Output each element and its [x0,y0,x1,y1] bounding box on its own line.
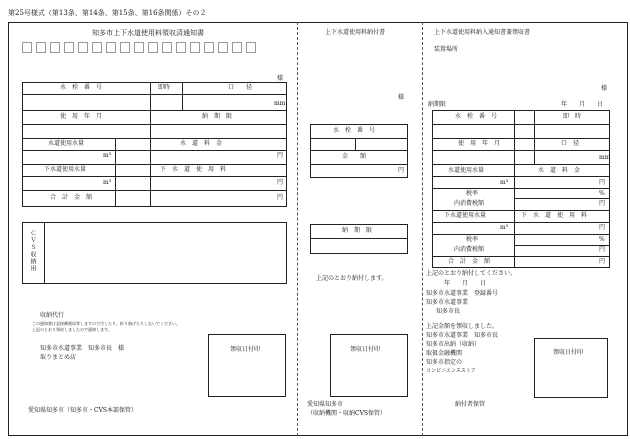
note-2: 上記のとおり領収しましたので通知します。 [32,327,112,332]
right-yen-4: 円 [599,246,606,253]
cvs-box [22,222,287,284]
right-yen-3: 円 [599,224,606,231]
left-stamp-box [208,334,286,397]
right-pct-2: % [599,236,605,243]
right-water-fee-label: 水 道 料 金 [538,167,581,174]
right-mayor: 知多市長 [436,308,461,315]
right-water-business: 知多市水道事業 登録番号 [426,290,499,297]
right-bore-label: 口 径 [561,140,580,147]
right-location-label: 装置場所 [434,46,459,53]
left-yen-1: 円 [277,152,284,159]
office-name: 知多市水道事業 知多市長 様 [40,345,125,352]
middle-sama: 様 [398,94,405,101]
middle-amount-label: 金 額 [342,153,367,160]
left-m3-unit-2: m³ [103,179,112,186]
right-pay-request: 上記のとおり納付してください。 [426,270,517,277]
left-water-fee-label: 水 道 料 金 [180,140,223,147]
middle-footer-1: 愛知県知多市 [307,401,344,408]
left-sewer-usage-label: 下水道使用水量 [44,166,87,173]
right-m3-unit-1: m³ [500,179,509,186]
right-tax-rate-1: 税率 [466,190,479,197]
perforation-2 [422,22,423,436]
right-sokunou-label: 即 時 [563,113,582,120]
right-rec-5: コンビニエンスストア [426,368,476,374]
right-tax-rate-2: 税率 [466,236,479,243]
right-sama: 様 [601,85,608,92]
right-due-label: 納期限 [428,101,447,108]
right-yen-2: 円 [599,200,606,207]
right-title: 上下水道使用料納入通知書兼領収書 [434,29,531,36]
note-1: この通知書は直接郵便局等しますので汚したり、折り曲げたりしないでください。 [32,321,180,326]
left-water-usage-label: 水道使用水量 [48,140,85,147]
left-usage-month-label: 使 用 年 月 [60,113,103,120]
form-number: 第25号様式（第13条、第14条、第15条、第16条関係）その２ [8,9,207,17]
right-yen-1: 円 [599,179,606,186]
right-sewer-fee-label: 下 水 道 使 用 料 [521,212,588,219]
left-yen-2: 円 [277,179,284,186]
right-rec-1: 知多市水道事業 知多市長 [426,332,499,339]
right-stamp-box [534,338,608,398]
right-tax-incl-2: 内消費税額 [454,246,485,253]
right-date: 年 月 日 [444,280,487,287]
right-water-usage-label: 水道使用水量 [448,167,485,174]
left-footer: 愛知県知多市（知多市・CVS本部保管） [28,407,138,414]
right-usage-month-label: 使 用 年 月 [458,140,501,147]
right-total-label: 合 計 金 額 [448,258,491,265]
right-tax-incl-1: 内消費税額 [454,200,485,207]
left-sama: 様 [277,75,284,82]
right-mm-unit: mm [599,154,611,161]
right-received: 上記金額を領収しました。 [426,323,499,330]
perforation-1 [297,22,298,436]
middle-due-label: 納 期 限 [342,227,373,234]
middle-footer-2: （収納機関・収納CVS保管） [307,410,387,417]
right-sewer-usage-label: 下水道使用水量 [444,212,487,219]
cvs-label: ＣＶＳ収納用 [29,230,36,272]
right-stamp-label: 領収日付印 [553,349,584,356]
middle-title: 上下水道使用料納付書 [325,29,386,36]
left-title: 知多市上下水道使用料領収済通知書 [92,29,204,37]
right-rec-3: 取扱金融機関 [426,350,463,357]
middle-stamp-box [330,334,408,397]
right-water-business-2: 知多市水道事業 [426,299,469,306]
left-sokunou-label: 即時 [158,84,171,91]
id-boxes [22,42,260,55]
right-footer: 納付者保管 [455,401,486,408]
left-yen-3: 円 [277,194,284,201]
office-name-2: 取りまとめ店 [40,354,77,361]
left-due-label: 納 期 限 [202,113,233,120]
left-bore-label: 口 径 [228,84,253,91]
right-pct-1: % [599,190,605,197]
middle-paid-text: 上記のとおり納付します。 [316,275,388,282]
left-mm-unit: mm [274,100,286,107]
left-meter-label: 水 栓 番 号 [60,84,103,91]
right-meter-label: 水 栓 番 号 [455,113,498,120]
right-rec-2: 知多市出納（収納） [426,341,481,348]
left-stamp-label: 領収日付印 [230,346,261,353]
right-yen-5: 円 [599,258,606,265]
left-m3-unit-1: m³ [103,152,112,159]
right-m3-unit-2: m³ [500,224,509,231]
middle-meter-label: 水 栓 番 号 [333,127,376,134]
left-sewer-fee-label: 下 水 道 使 用 料 [160,166,227,173]
middle-yen: 円 [398,167,405,174]
right-rec-4: 知多市指定の [426,359,463,366]
agent-title: 収納代行 [40,312,65,319]
right-due-date: 年 月 日 [561,101,604,108]
middle-stamp-label: 領収日付印 [350,346,381,353]
left-total-label: 合 計 金 額 [50,194,93,201]
